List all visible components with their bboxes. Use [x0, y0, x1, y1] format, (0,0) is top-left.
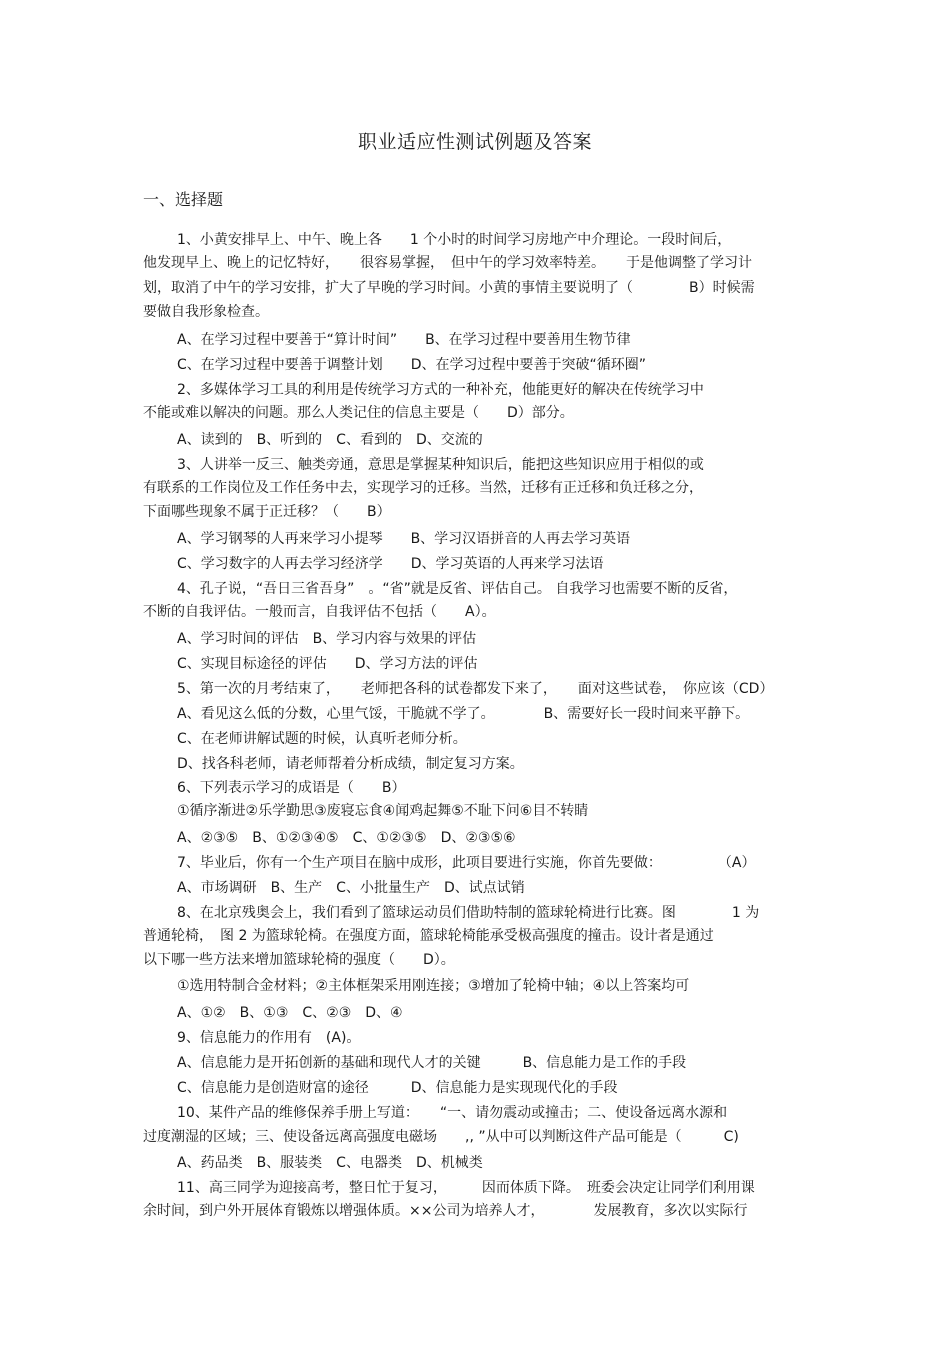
- question-5-option-d: D、找各科老师，请老师帮着分析成绩，制定复习方案。: [177, 756, 524, 772]
- question-4-line-2: 不断的自我评估。一般而言，自我评估不包括（ A）。: [143, 604, 496, 620]
- question-8-line-2: 普通轮椅， 图 2 为篮球轮椅。在强度方面，篮球轮椅能承受极高强度的撞击。设计者是通过: [143, 928, 714, 944]
- question-3-options-ab: A、学习钢琴的人再来学习小提琴 B、学习汉语拼音的人再去学习英语: [177, 531, 631, 547]
- question-2-line-2: 不能或难以解决的问题。那么人类记住的信息主要是（ D）部分。: [143, 405, 574, 421]
- question-9-stem: 9、信息能力的作用有 (A)。: [177, 1030, 361, 1046]
- question-1-options-ab: A、在学习过程中要善于“算计时间” B、在学习过程中要善用生物节律: [177, 332, 631, 348]
- question-5-option-c: C、在老师讲解试题的时候，认真听老师分析。: [177, 731, 467, 747]
- section-heading: 一、选择题: [143, 190, 224, 209]
- question-3-line-3: 下面哪些现象不属于正迁移？（ B）: [143, 504, 391, 520]
- question-11-line-1: 11、高三同学为迎接高考，整日忙于复习， 因而体质下降。 班委会决定让同学们利用课: [177, 1180, 755, 1196]
- question-9-options-ab: A、信息能力是开拓创新的基础和现代人才的关键 B、信息能力是工作的手段: [177, 1055, 687, 1071]
- document-title: 职业适应性测试例题及答案: [357, 131, 592, 153]
- question-2-line-1: 2、多媒体学习工具的利用是传统学习方式的一种补充，他能更好的解决在传统学习中: [177, 382, 704, 398]
- question-5-option-ab: A、看见这么低的分数，心里气馁，干脆就不学了。 B、需要好长一段时间来平静下。: [177, 706, 750, 722]
- question-1-line-3: 划，取消了中午的学习安排，扩大了早晚的学习时间。小黄的事情主要说明了（ B）时候需: [143, 280, 755, 296]
- question-7-options: A、市场调研 B、生产 C、小批量生产 D、试点试销: [177, 880, 525, 896]
- question-2-options: A、读到的 B、听到的 C、看到的 D、交流的: [177, 432, 483, 448]
- question-3-line-1: 3、人讲举一反三、触类旁通，意思是掌握某种知识后，能把这些知识应用于相似的或: [177, 457, 704, 473]
- question-4-line-1: 4、孔子说，“吾日三省吾身” 。“省”就是反省、评估自己。 自我学习也需要不断的反省，: [177, 581, 738, 597]
- question-6-items: ①循序渐进②乐学勤思③废寝忘食④闻鸡起舞⑤不耻下问⑥目不转睛: [177, 803, 589, 819]
- question-8-line-1: 8、在北京残奥会上，我们看到了篮球运动员们借助特制的篮球轮椅进行比赛。图 1 为: [177, 905, 760, 921]
- question-1-line-2: 他发现早上、晚上的记忆特好， 很容易掌握， 但中午的学习效率特差。 于是他调整了学习计: [143, 255, 752, 271]
- question-10-line-1: 10、某件产品的维修保养手册上写道： “一、请勿震动或撞击；二、使设备远离水源和: [177, 1105, 728, 1121]
- question-8-line-3: 以下哪一些方法来增加篮球轮椅的强度（ D）。: [143, 952, 455, 968]
- question-1-options-cd: C、在学习过程中要善于调整计划 D、在学习过程中要善于突破“循环圈”: [177, 357, 647, 373]
- question-3-options-cd: C、学习数字的人再去学习经济学 D、学习英语的人再来学习法语: [177, 556, 604, 572]
- question-1-line-1: 1、小黄安排早上、中午、晚上各 1 个小时的时间学习房地产中介理论。一段时间后，: [177, 232, 732, 248]
- question-8-items: ①选用特制合金材料；②主体框架采用刚连接；③增加了轮椅中轴；④以上答案均可: [177, 978, 690, 994]
- question-10-line-2: 过度潮湿的区域；三、使设备远离高强度电磁场 ,, ”从中可以判断这件产品可能是（ C): [143, 1129, 739, 1145]
- question-4-options-ab: A、学习时间的评估 B、学习内容与效果的评估: [177, 631, 477, 647]
- question-1-line-4: 要做自我形象检查。: [143, 304, 269, 320]
- question-6-options: A、②③⑤ B、①②③④⑤ C、①②③⑤ D、②③⑤⑥: [177, 830, 516, 846]
- question-3-line-2: 有联系的工作岗位及工作任务中去，实现学习的迁移。当然，迁移有正迁移和负迁移之分，: [143, 480, 703, 496]
- question-10-options: A、药品类 B、服装类 C、电器类 D、机械类: [177, 1155, 483, 1171]
- question-6-stem: 6、下列表示学习的成语是（ B）: [177, 780, 406, 796]
- question-7-stem: 7、毕业后，你有一个生产项目在脑中成形，此项目要进行实施，你首先要做： （A）: [177, 855, 756, 871]
- question-11-line-2: 余时间，到户外开展体育锻炼以增强体质。××公司为培养人才， 发展教育，多次以实际行: [143, 1203, 748, 1219]
- question-9-options-cd: C、信息能力是创造财富的途径 D、信息能力是实现现代化的手段: [177, 1080, 618, 1096]
- question-4-options-cd: C、实现目标途径的评估 D、学习方法的评估: [177, 656, 478, 672]
- question-8-options: A、①② B、①③ C、②③ D、④: [177, 1005, 403, 1021]
- question-5-stem: 5、第一次的月考结束了， 老师把各科的试卷都发下来了， 面对这些试卷， 你应该（CD）: [177, 681, 774, 697]
